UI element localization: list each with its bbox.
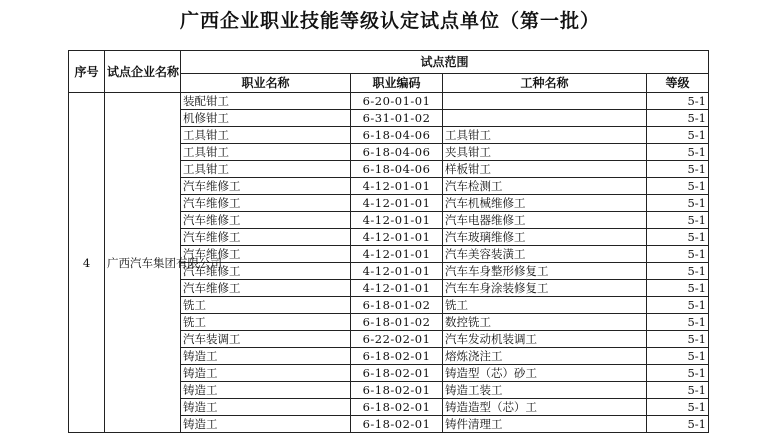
occupation-name-cell: 汽车维修工 <box>181 263 351 280</box>
occupation-code-cell: 6-18-04-06 <box>351 144 443 161</box>
trade-name-cell: 铣工 <box>443 297 647 314</box>
occupation-code-cell: 6-18-04-06 <box>351 161 443 178</box>
trade-name-cell: 铸造型（芯）砂工 <box>443 365 647 382</box>
occupation-code-cell: 6-18-02-01 <box>351 365 443 382</box>
occupation-name-cell: 汽车维修工 <box>181 229 351 246</box>
header-occupation-code: 职业编码 <box>351 74 443 93</box>
level-cell: 5-1 <box>647 263 709 280</box>
document-title: 广西企业职业技能等级认定试点单位（第一批） <box>179 10 600 32</box>
occupation-name-cell: 装配钳工 <box>181 93 351 110</box>
occupation-code-cell: 4-12-01-01 <box>351 178 443 195</box>
level-cell: 5-1 <box>647 178 709 195</box>
table-body <box>69 93 709 433</box>
occupation-name-cell: 汽车维修工 <box>181 246 351 263</box>
occupation-name-cell: 铣工 <box>181 297 351 314</box>
trade-name-cell: 铸件清理工 <box>443 416 647 433</box>
occupation-name-cell: 铣工 <box>181 314 351 331</box>
trade-name-cell: 汽车发动机装调工 <box>443 331 647 348</box>
trade-name-cell: 样板钳工 <box>443 161 647 178</box>
occupation-name-cell: 汽车装调工 <box>181 331 351 348</box>
occupation-code-cell: 4-12-01-01 <box>351 229 443 246</box>
table-row <box>69 93 709 110</box>
level-cell: 5-1 <box>647 246 709 263</box>
level-cell: 5-1 <box>647 314 709 331</box>
occupation-name-cell: 工具钳工 <box>181 161 351 178</box>
level-cell: 5-1 <box>647 161 709 178</box>
occupation-code-cell: 6-18-01-02 <box>351 297 443 314</box>
level-cell: 5-1 <box>647 365 709 382</box>
occupation-code-cell: 6-31-01-02 <box>351 110 443 127</box>
trade-name-cell: 数控铣工 <box>443 314 647 331</box>
company-cell: 广西汽车集团有限公司 <box>105 93 181 433</box>
trade-name-cell <box>443 93 647 110</box>
occupation-name-cell: 工具钳工 <box>181 127 351 144</box>
occupation-code-cell: 4-12-01-01 <box>351 246 443 263</box>
trade-name-cell: 铸造工装工 <box>443 382 647 399</box>
level-cell: 5-1 <box>647 399 709 416</box>
occupation-code-cell: 6-20-01-01 <box>351 93 443 110</box>
trade-name-cell: 工具钳工 <box>443 127 647 144</box>
header-scope: 试点范围 <box>181 51 709 74</box>
level-cell: 5-1 <box>647 416 709 433</box>
pilot-units-table <box>68 50 709 433</box>
occupation-code-cell: 4-12-01-01 <box>351 212 443 229</box>
header-trade-name: 工种名称 <box>443 74 647 93</box>
header-occupation-name: 职业名称 <box>181 74 351 93</box>
level-cell: 5-1 <box>647 348 709 365</box>
level-cell: 5-1 <box>647 93 709 110</box>
level-cell: 5-1 <box>647 195 709 212</box>
level-cell: 5-1 <box>647 382 709 399</box>
occupation-code-cell: 6-18-02-01 <box>351 382 443 399</box>
occupation-name-cell: 工具钳工 <box>181 144 351 161</box>
level-cell: 5-1 <box>647 110 709 127</box>
level-cell: 5-1 <box>647 127 709 144</box>
trade-name-cell: 汽车机械维修工 <box>443 195 647 212</box>
occupation-name-cell: 汽车维修工 <box>181 178 351 195</box>
occupation-code-cell: 6-18-02-01 <box>351 399 443 416</box>
trade-name-cell: 汽车电器维修工 <box>443 212 647 229</box>
header-level: 等级 <box>647 74 709 93</box>
occupation-name-cell: 铸造工 <box>181 416 351 433</box>
occupation-name-cell: 铸造工 <box>181 348 351 365</box>
trade-name-cell: 铸造造型（芯）工 <box>443 399 647 416</box>
occupation-code-cell: 6-18-02-01 <box>351 416 443 433</box>
occupation-code-cell: 6-22-02-01 <box>351 331 443 348</box>
header-company: 试点企业名称 <box>105 51 181 93</box>
occupation-name-cell: 汽车维修工 <box>181 195 351 212</box>
trade-name-cell: 汽车美容装潢工 <box>443 246 647 263</box>
occupation-name-cell: 铸造工 <box>181 382 351 399</box>
occupation-name-cell: 汽车维修工 <box>181 280 351 297</box>
occupation-name-cell: 铸造工 <box>181 399 351 416</box>
trade-name-cell <box>443 110 647 127</box>
trade-name-cell: 汽车车身涂装修复工 <box>443 280 647 297</box>
level-cell: 5-1 <box>647 144 709 161</box>
seq-cell: 4 <box>69 93 105 433</box>
trade-name-cell: 夹具钳工 <box>443 144 647 161</box>
occupation-name-cell: 汽车维修工 <box>181 212 351 229</box>
occupation-code-cell: 6-18-02-01 <box>351 348 443 365</box>
trade-name-cell: 汽车检测工 <box>443 178 647 195</box>
level-cell: 5-1 <box>647 212 709 229</box>
occupation-code-cell: 6-18-04-06 <box>351 127 443 144</box>
occupation-code-cell: 4-12-01-01 <box>351 280 443 297</box>
level-cell: 5-1 <box>647 229 709 246</box>
trade-name-cell: 熔炼浇注工 <box>443 348 647 365</box>
level-cell: 5-1 <box>647 297 709 314</box>
level-cell: 5-1 <box>647 331 709 348</box>
occupation-code-cell: 4-12-01-01 <box>351 263 443 280</box>
level-cell: 5-1 <box>647 280 709 297</box>
trade-name-cell: 汽车玻璃维修工 <box>443 229 647 246</box>
occupation-code-cell: 4-12-01-01 <box>351 195 443 212</box>
trade-name-cell: 汽车车身整形修复工 <box>443 263 647 280</box>
occupation-name-cell: 铸造工 <box>181 365 351 382</box>
header-seq: 序号 <box>69 51 105 93</box>
occupation-code-cell: 6-18-01-02 <box>351 314 443 331</box>
occupation-name-cell: 机修钳工 <box>181 110 351 127</box>
